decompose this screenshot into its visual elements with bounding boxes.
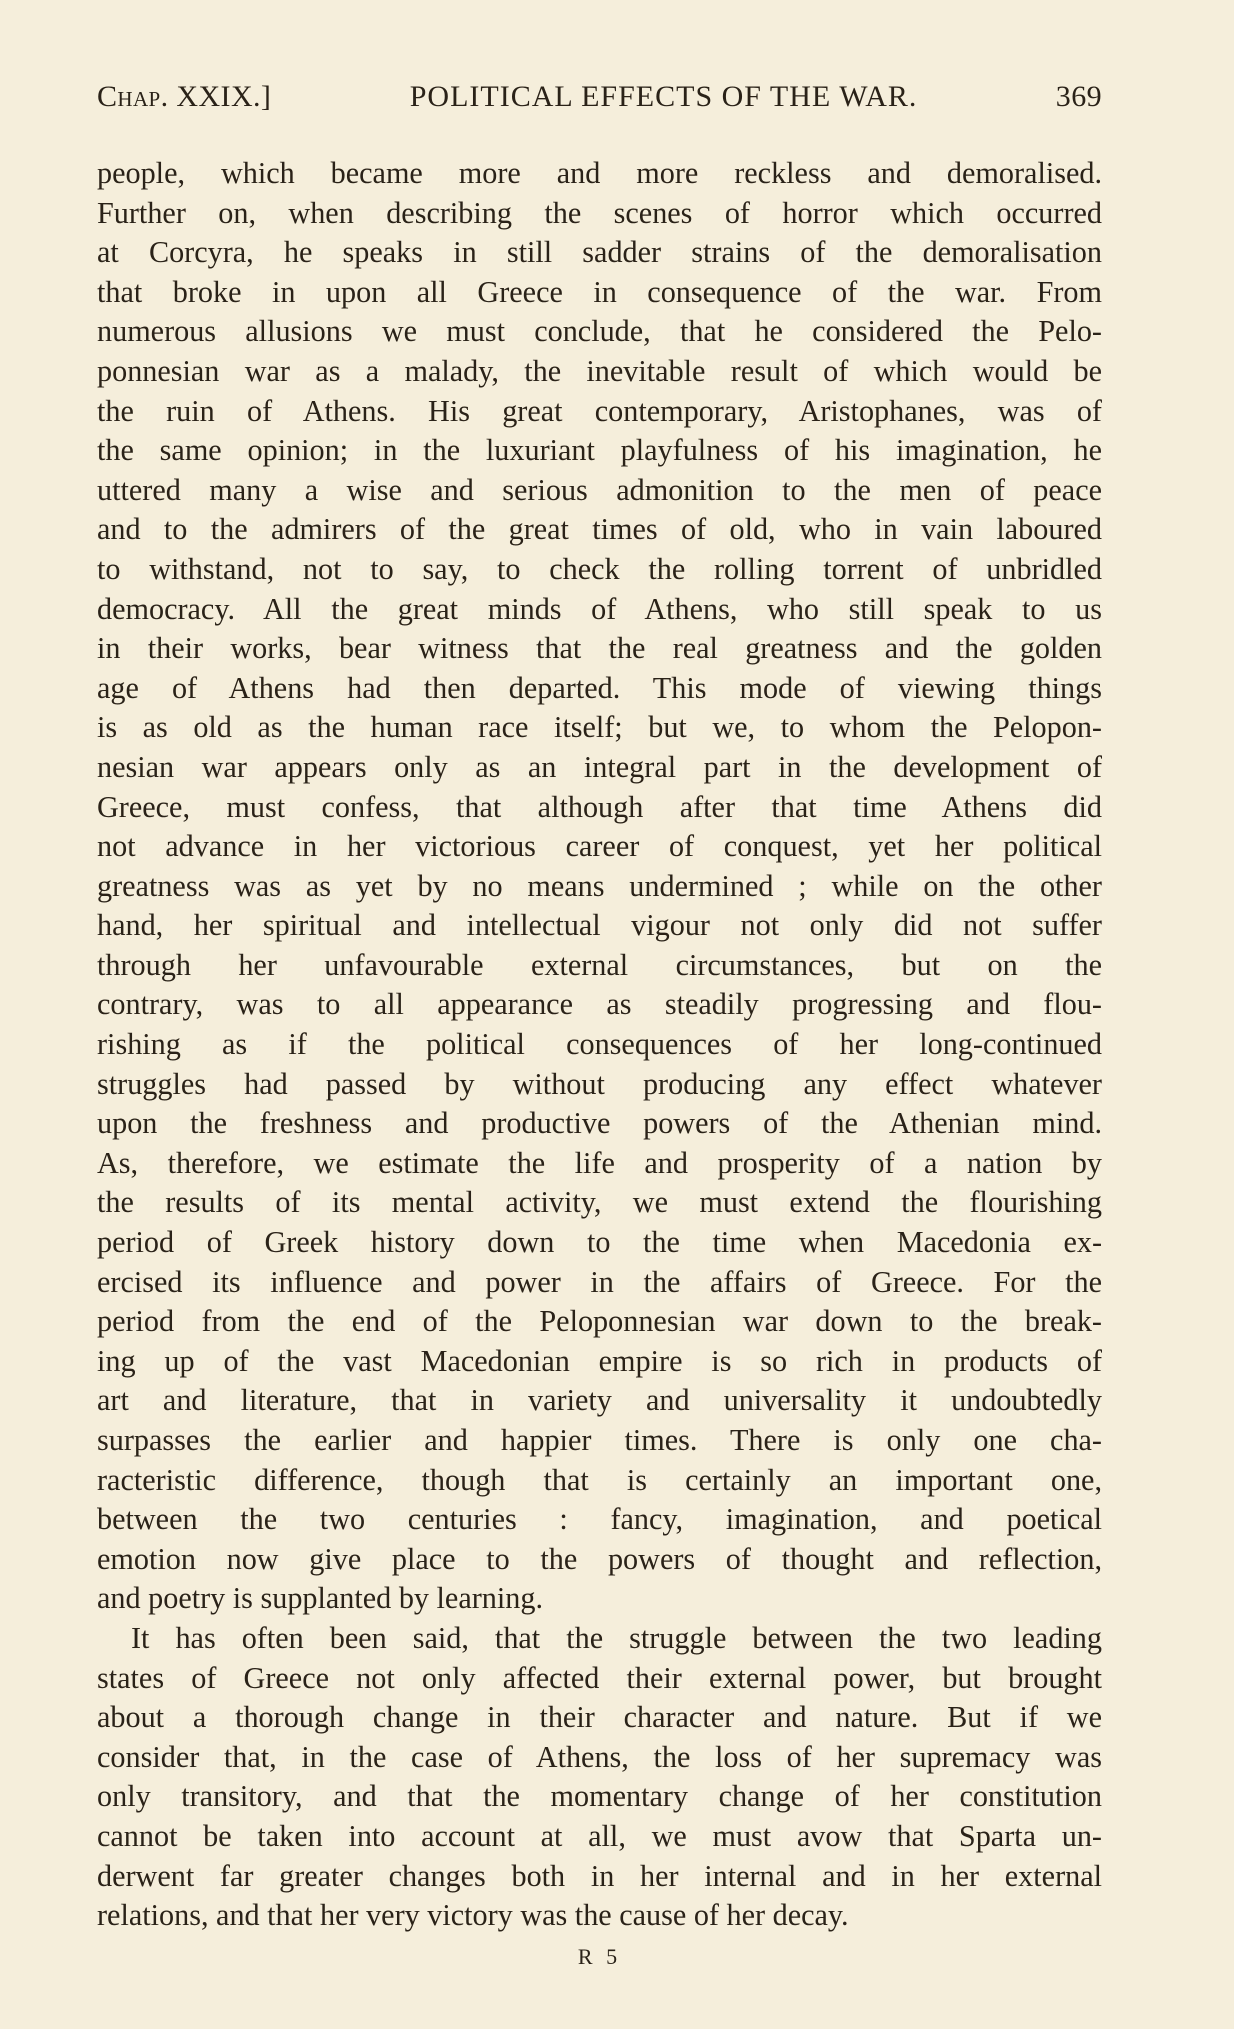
- text-line: period from the end of the Peloponnesian war down to the break-: [97, 1304, 1102, 1339]
- text-line: the ruin of Athens. His great contemporary, Aristophanes, was of: [97, 393, 1102, 428]
- text-line: nesian war appears only as an integral part in the development of: [97, 749, 1102, 784]
- text-line: contrary, was to all appearance as steadily progressing and flou-: [97, 987, 1102, 1022]
- text-line: Greece, must confess, that although after that time Athens did: [97, 789, 1102, 824]
- text-line: rishing as if the political consequences of her long-continued: [97, 1027, 1102, 1062]
- text-line: It has often been said, that the struggle between the two leading: [131, 1620, 1102, 1655]
- text-line: ponnesian war as a malady, the inevitable result of which would be: [97, 353, 1102, 388]
- text-line: cannot be taken into account at all, we must avow that Sparta un-: [97, 1818, 1102, 1853]
- text-line: upon the freshness and productive powers of the Athenian mind.: [97, 1106, 1102, 1141]
- text-line: hand, her spiritual and intellectual vigour not only did not suffer: [97, 908, 1102, 943]
- text-line: and poetry is supplanted by learning.: [97, 1581, 544, 1616]
- text-line: age of Athens had then departed. This mode of viewing things: [97, 670, 1102, 705]
- text-line: through her unfavourable external circumstances, but on the: [97, 947, 1102, 982]
- text-line: to withstand, not to say, to check the rolling torrent of unbridled: [97, 551, 1102, 586]
- text-line: surpasses the earlier and happier times. There is only one cha-: [97, 1423, 1102, 1457]
- text-line: states of Greece not only affected their external power, but brought: [97, 1660, 1102, 1695]
- text-line: greatness was as yet by no means undermined ; while on the other: [97, 868, 1102, 903]
- text-line: the same opinion; in the luxuriant playfulness of his imagination, he: [97, 433, 1102, 468]
- text-line: consider that, in the case of Athens, the loss of her supremacy was: [97, 1739, 1102, 1774]
- text-line: ing up of the vast Macedonian empire is so rich in products of: [97, 1343, 1102, 1378]
- text-line: between the two centuries : fancy, imagination, and poetical: [97, 1502, 1102, 1537]
- running-head: [97, 80, 1102, 132]
- text-line: As, therefore, we estimate the life and prosperity of a nation by: [97, 1145, 1102, 1180]
- text-line: ercised its influence and power in the affairs of Greece. For the: [97, 1264, 1102, 1299]
- text-line: the results of its mental activity, we must extend the flourishing: [97, 1185, 1102, 1220]
- text-line: art and literature, that in variety and universality it undoubtedly: [97, 1383, 1102, 1418]
- text-line: people, which became more and more reckless and demoralised.: [97, 156, 1102, 190]
- text-line: emotion now give place to the powers of thought and reflection,: [97, 1541, 1102, 1576]
- text-line: about a thorough change in their character and nature. But if we: [97, 1700, 1102, 1735]
- text-line: derwent far greater changes both in her internal and in her external: [97, 1858, 1102, 1893]
- text-line: uttered many a wise and serious admonition to the men of peace: [97, 472, 1102, 507]
- running-title: POLITICAL EFFECTS OF THE WAR.: [409, 80, 918, 113]
- text-line: racteristic difference, though that is certainly an important one,: [97, 1462, 1102, 1497]
- text-line: Further on, when describing the scenes of horror which occurred: [97, 195, 1102, 230]
- text-line: at Corcyra, he speaks in still sadder strains of the demoralisation: [97, 235, 1102, 270]
- text-line: struggles had passed by without producing any effect whatever: [97, 1066, 1102, 1101]
- page-number: 369: [1055, 80, 1102, 113]
- text-line: is as old as the human race itself; but we, to whom the Pelopon-: [97, 710, 1102, 745]
- text-line: relations, and that her very victory was the cause of her decay.: [97, 1898, 849, 1933]
- chapter-label: Chap. XXIX.]: [97, 80, 272, 113]
- paragraph: [97, 154, 1102, 1619]
- text-line: democracy. All the great minds of Athens, who still speak to us: [97, 591, 1102, 626]
- paragraph: [97, 1619, 1102, 1936]
- signature-mark: R 5: [577, 1943, 622, 1969]
- text-line: in their works, bear witness that the real greatness and the golden: [97, 631, 1102, 666]
- text-line: that broke in upon all Greece in consequence of the war. From: [97, 274, 1102, 309]
- text-line: and to the admirers of the great times of old, who in vain laboured: [97, 512, 1102, 547]
- body-text: [97, 154, 1102, 1936]
- text-line: only transitory, and that the momentary change of her constitution: [97, 1779, 1102, 1814]
- text-line: not advance in her victorious career of conquest, yet her political: [97, 829, 1102, 864]
- text-line: period of Greek history down to the time when Macedonia ex-: [97, 1225, 1102, 1260]
- text-line: numerous allusions we must conclude, that he considered the Pelo-: [97, 314, 1102, 349]
